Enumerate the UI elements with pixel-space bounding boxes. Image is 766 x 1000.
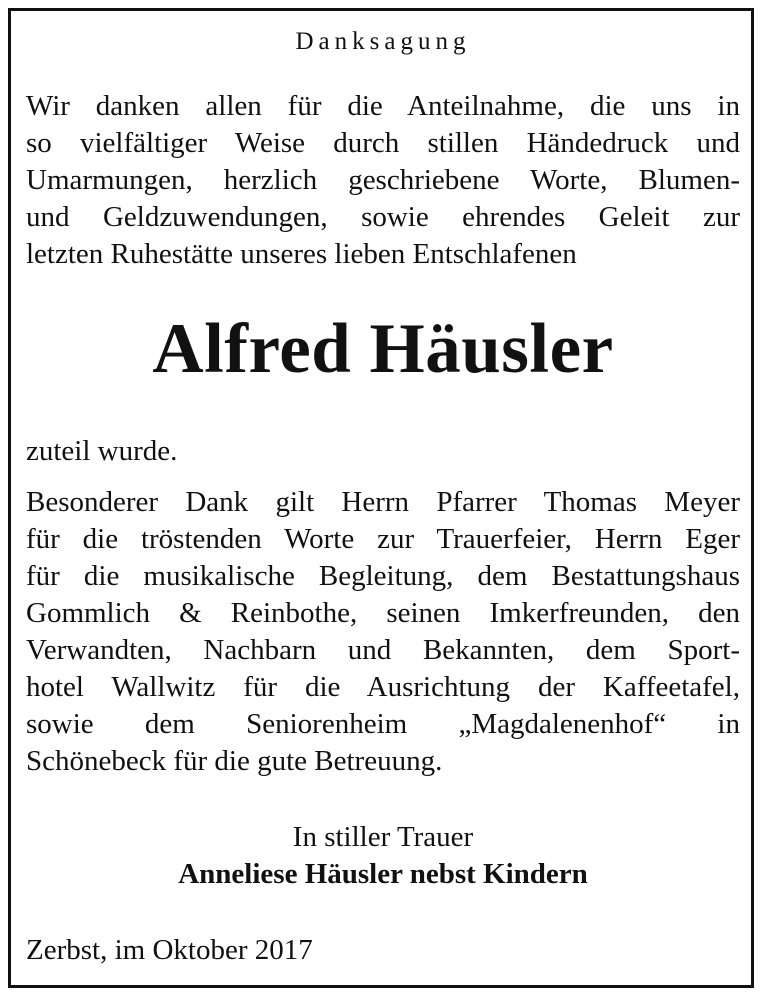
signatories: Anneliese Häusler nebst Kindern [178,858,588,890]
mourning-line: In stiller Trauer [292,821,474,853]
thanks-line: hotel Wallwitz für die Ausrichtung der Kaffeetafel, [26,671,740,703]
thanks-line: Gommlich & Reinbothe, seinen Imkerfreunden, den [26,597,740,629]
thanks-paragraph [26,484,740,780]
intro-line: und Geldzuwendungen, sowie ehrendes Geleit zur [26,201,740,233]
intro-line: Umarmungen, herzlich geschriebene Worte, Blumen- [26,164,740,196]
deceased-name: Alfred Häusler [152,310,614,388]
intro-paragraph [26,88,740,273]
notice-heading: Danksagung [295,28,471,55]
thanks-line: Besonderer Dank gilt Herrn Pfarrer Thomas Meyer [26,486,740,518]
thanks-line: für die tröstenden Worte zur Trauerfeier, Herrn Eger [26,523,740,555]
thanks-line: Schönebeck für die gute Betreuung. [26,745,443,777]
place-date: Zerbst, im Oktober 2017 [26,934,313,966]
thanks-line: für die musikalische Begleitung, dem Bestattungshaus [26,560,740,592]
intro-line: Wir danken allen für die Anteilnahme, die uns in [26,90,740,122]
intro-line: letzten Ruhestätte unseres lieben Entschlafenen [26,238,577,270]
after-name-text: zuteil wurde. [26,435,178,467]
obituary-notice [26,24,740,969]
intro-line: so vielfältiger Weise durch stillen Händedruck und [26,127,740,159]
thanks-line: sowie dem Seniorenheim „Magdalenenhof“ in [26,708,740,740]
thanks-line: Verwandten, Nachbarn und Bekannten, dem Sport- [26,634,740,666]
